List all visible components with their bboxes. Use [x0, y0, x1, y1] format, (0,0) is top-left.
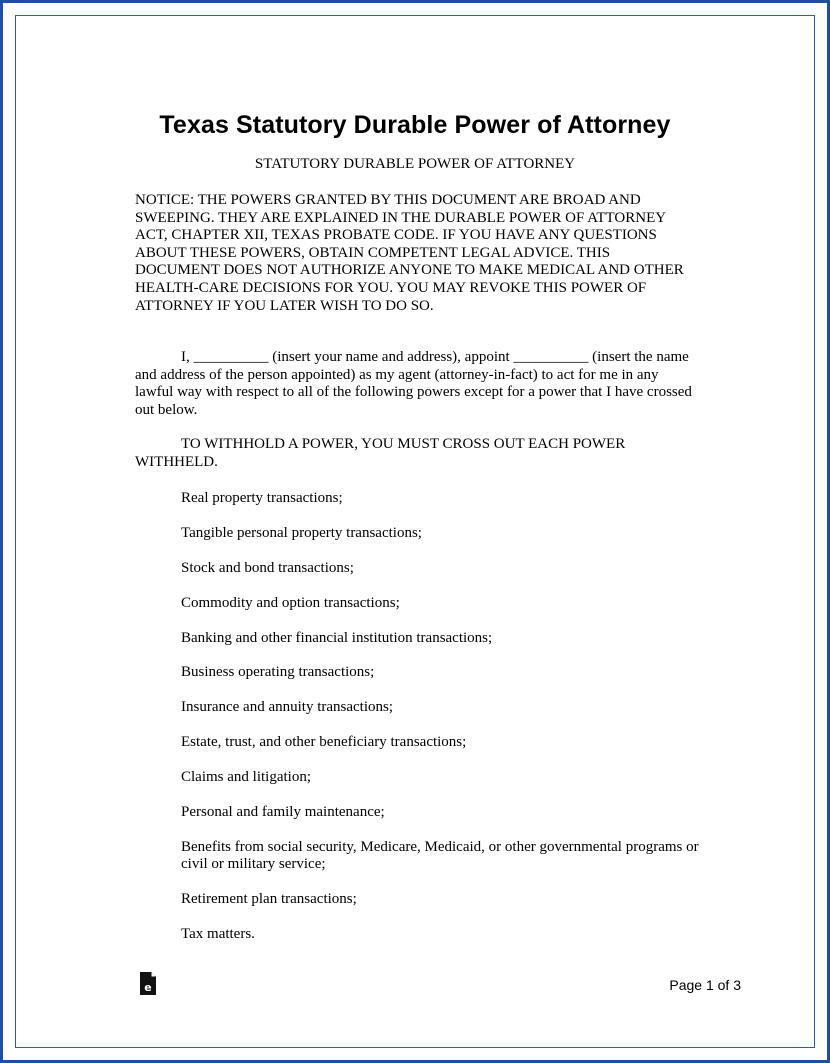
document-subtitle: STATUTORY DURABLE POWER OF ATTORNEY [254, 156, 576, 172]
power-item: Stock and bond transactions; [181, 559, 354, 576]
page-number: Page 1 of 3 [669, 977, 741, 993]
power-item: Business operating transactions; [181, 664, 375, 681]
power-item: Personal and family maintenance; [181, 804, 385, 821]
power-item: Claims and litigation; [181, 769, 311, 786]
powers-list [181, 490, 711, 961]
power-item: Real property transactions; [181, 490, 343, 506]
power-item: Commodity and option transactions; [181, 594, 400, 611]
power-item: Tax matters. [181, 926, 255, 943]
eforms-logo-icon [139, 971, 157, 996]
withhold-instruction: TO WITHHOLD A POWER, YOU MUST CROSS OUT EACH POWER WITHHELD. [135, 436, 626, 470]
power-item: Insurance and annuity transactions; [181, 699, 394, 716]
power-item: Tangible personal property transactions; [181, 524, 422, 541]
appointment-paragraph: I, __________ (insert your name and address), appoint __________ (insert the name and address of the person appointed) as my agent (attorney-in-fact) to act for me in any lawful way with respect to all of the following powers except for a power that I have crossed out below. [135, 349, 692, 418]
notice-paragraph: NOTICE: THE POWERS GRANTED BY THIS DOCUMENT ARE BROAD AND SWEEPING. THEY ARE EXPLAINED IN THE DURABLE POWER OF ATTORNEY ACT, CHAPTER XII, TEXAS PROBATE CODE. IF YOU HAVE ANY QUESTIONS ABOUT THESE POWERS, OBTAIN COMPETENT LEGAL ADVICE. THIS DOCUMENT DOES NOT AUTHORIZE ANYONE TO MAKE MEDICAL AND OTHER HEALTH-CARE DECISIONS FOR YOU. YOU MAY REVOKE THIS POWER OF ATTORNEY IF YOU LATER WISH TO DO SO. [135, 192, 684, 314]
power-item: Banking and other financial institution transactions; [181, 629, 493, 646]
document-title: Texas Statutory Durable Power of Attorney [159, 111, 671, 139]
svg-text:e: e [144, 981, 152, 994]
document-page [16, 16, 814, 1047]
power-item: Benefits from social security, Medicare, Medicaid, or other governmental programs or civil or military service; [181, 838, 699, 873]
power-item: Retirement plan transactions; [181, 891, 357, 908]
power-item: Estate, trust, and other beneficiary transactions; [181, 734, 467, 751]
